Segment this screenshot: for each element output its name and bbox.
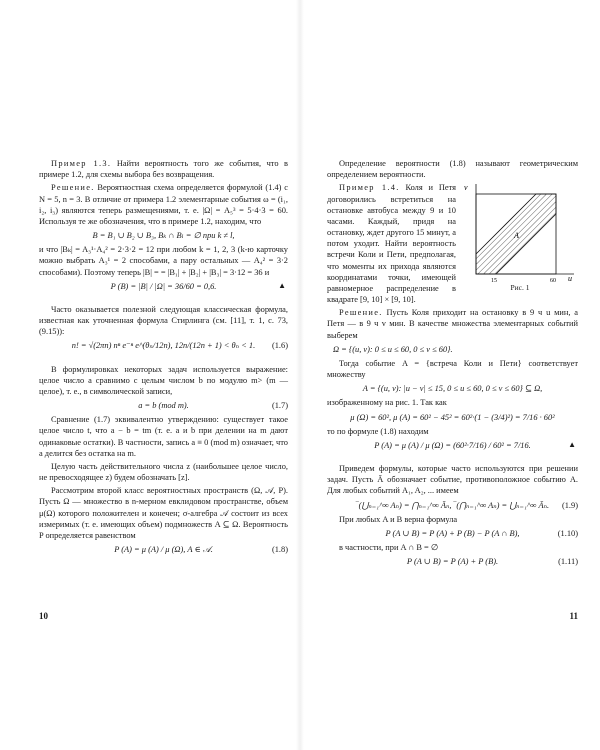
formula-1-9-number: (1.9) (561, 500, 578, 510)
example-1-4-heading: Пример 1.4. (339, 183, 400, 193)
solution-1-3-heading: Решение. (51, 183, 95, 193)
paragraph-modulo: В формулировках некоторых задач используется выражение: целое число a сравнимо с целым числом b по модулю m> (m — целое), т. е., в символической записи, (39, 364, 288, 396)
formula-1-8-text: P (A) = μ (A) / μ (Ω), A ∈ 𝒜. (114, 545, 213, 555)
formula-1-6-number: (1.6) (271, 341, 288, 351)
formula-1-8-number: (1.8) (271, 545, 288, 555)
region-label-a: A (514, 231, 519, 241)
example-1-3-text: Найти вероятность того же события, что в примере 1.2, для схемы выбора без возвращения. (39, 159, 288, 180)
formula-measures-text: μ (Ω) = 60², μ (A) = 60² − 45² = 60²·(1 − (3/4)²) = 7/16 · 60² (350, 412, 555, 422)
formula-1-8 (39, 544, 288, 555)
page-number-right: 11 (569, 611, 578, 622)
paragraph-integer-part: Целую часть действительного числа z (наибольшее целое число, не превосходящее z) будем обозначать [z]. (39, 461, 288, 483)
formula-1-11 (327, 556, 578, 567)
formula-set-a (327, 383, 578, 394)
formula-1-7-number: (1.7) (271, 401, 288, 411)
solution-1-4 (327, 307, 578, 341)
formula-1-6 (39, 340, 288, 351)
tick-label-60: 60 (550, 278, 556, 283)
meeting-square-diagram (462, 182, 578, 282)
figure-1 (462, 182, 578, 293)
formula-1-10-text: P (A ∪ B) = P (A) + P (B) − P (A ∩ B), (385, 528, 520, 538)
formula-measures (327, 412, 578, 423)
formula-pb (39, 281, 288, 292)
formula-omega-text: Ω = {(u, v): 0 ≤ u ≤ 60, 0 ≤ v ≤ 60}. (333, 344, 453, 354)
paragraph-figure-ref: изображенному на рис. 1. Так как (327, 398, 447, 408)
solution-1-3-text: Вероятностная схема определяется формулой (1.4) с N = 5, n = 3. В отличие от примера 1.2 элементарные события ω = (i₁, i₂, i₃) являются теперь размещениями, т. е. |Ω| = A₅³ = 5·4·3 = 60. Используя те же обозначения, что в примере 1.2, находим, что (39, 183, 288, 226)
formula-b-union (39, 230, 288, 241)
solution-1-4-heading: Решение. (339, 308, 383, 318)
axis-label-u: u (568, 274, 572, 283)
paragraph-formulas-intro: Приведем формулы, которые часто используются при решении задач. Пусть Ā обозначает событие, противоположное событию A. Для любых событий A₁, A₂, ... имеем (327, 464, 578, 496)
paragraph-stirling: Часто оказывается полезной следующая классическая формула, известная как уточненная формула Стирлинга (см. [11], т. 1, с. 73, (9.15)): (39, 304, 288, 337)
solution-1-3 (39, 182, 288, 227)
example-1-4-text: Коля и Петя договорились встретиться на остановке автобуса между 9 и 10 часами. Каждый, придя на остановку, ждет другого 15 минут, а потом уходит. Найти вероятность встречи Коли и Пети, предполагая, что моменты их прихода являются координатами точки, имеющей равномерное распределение в квадрате [9, 10] × [9, 10]. (327, 183, 456, 305)
formula-1-7-text: a = b (mod m). (138, 401, 189, 411)
formula-pb-text: P (B) = |B| / |Ω| = 36/60 = 0,6. (110, 281, 217, 291)
formula-b-union-text: B = B₁ ∪ B₂ ∪ B₃, Bₖ ∩ Bₗ = ∅ при k ≠ l, (92, 231, 235, 241)
formula-1-10 (327, 528, 578, 539)
example-1-3-heading: Пример 1.3. (51, 159, 112, 168)
formula-1-11-number: (1.11) (558, 557, 578, 567)
paragraph-in-particular: в частности, при A ∩ B = ∅ (339, 543, 439, 553)
formula-1-10-number: (1.10) (557, 528, 578, 538)
formula-pa (327, 440, 578, 451)
paragraph-any-ab: При любых A и B верна формула (339, 514, 458, 524)
paragraph-geometric-definition: Определение вероятности (1.8) называют геометрическим определением вероятности. (327, 159, 578, 180)
formula-1-9 (327, 500, 578, 511)
formula-omega (327, 344, 578, 355)
paragraph-geometric-space: Рассмотрим второй класс вероятностных пространств (Ω, 𝒜, P). Пусть Ω — множество в n-мерном евклидовом пространстве, объем μ(Ω) которого положителен и конечен; σ-алгебра 𝒜 состоит из всех измеримых (т. е. имеющих объем) подмножеств A ⊆ Ω. Вероятность P определяется равенством (39, 486, 288, 540)
paragraph-equivalence: Сравнение (1.7) эквивалентно утверждению: существует такое целое число t, что a − b = tm (т. е. a и b при делении на m дают одинаковые остатки). В частности, запись a ≡ 0 (mod m) означает, что a делится без остатка на m. (39, 415, 288, 458)
end-of-solution-mark: ▲ (278, 280, 286, 290)
left-column (39, 158, 288, 558)
formula-1-6-text: n! = √(2πn) nⁿ e⁻ⁿ e^(θₙ/12n), 12n/(12n + 1) < θₙ < 1. (71, 341, 256, 351)
paragraph-then: то по формуле (1.8) находим (327, 426, 429, 436)
right-page (300, 0, 600, 750)
formula-1-11-text: P (A ∪ B) = P (A) + P (B). (406, 557, 499, 567)
figure-1-caption: Рис. 1 (510, 283, 530, 293)
paragraph-bk-count: и что |Bₖ| = A₃¹·A₄² = 2·3·2 = 12 при любом k = 1, 2, 3 (k-ю карточку можно выбрать A₃¹ = 2 способами, а пару остальных — A₄² = 3·2 способами). Поэтому теперь |B| = = |B₁| + |B₂| + |B₃| = 3·12 = 36 и (39, 245, 288, 277)
formula-pa-text: P (A) = μ (A) / μ (Ω) = (60²·7/16) / 60² = 7/16. (374, 440, 531, 450)
paragraph-event-a: Тогда событие A = {встреча Коли и Пети} соответствует множеству (327, 358, 578, 380)
tick-label-15: 15 (491, 278, 497, 283)
page-number-left: 10 (39, 611, 48, 622)
formula-1-9-text: ‾(⋃ₙ₌₁^∞ Aₙ) = ⋂ₙ₌₁^∞ Āₙ, ‾(⋂ₙ₌₁^∞ Aₙ) = ⋃ₙ₌₁^∞ Āₙ. (355, 500, 550, 510)
right-column (327, 158, 578, 571)
example-1-3 (39, 158, 288, 180)
axis-label-v: v (464, 183, 468, 193)
solution-1-4-text: Пусть Коля приходит на остановку в 9 ч u мин, а Петя — в 9 ч v мин. В качестве множества элементарных событий выберем (327, 308, 579, 340)
formula-1-7 (39, 400, 288, 411)
formula-set-a-text: A = {(u, v): |u − v| ≤ 15, 0 ≤ u ≤ 60, 0 ≤ v ≤ 60} ⊆ Ω, (362, 384, 543, 394)
end-of-solution-mark-2: ▲ (568, 439, 576, 449)
